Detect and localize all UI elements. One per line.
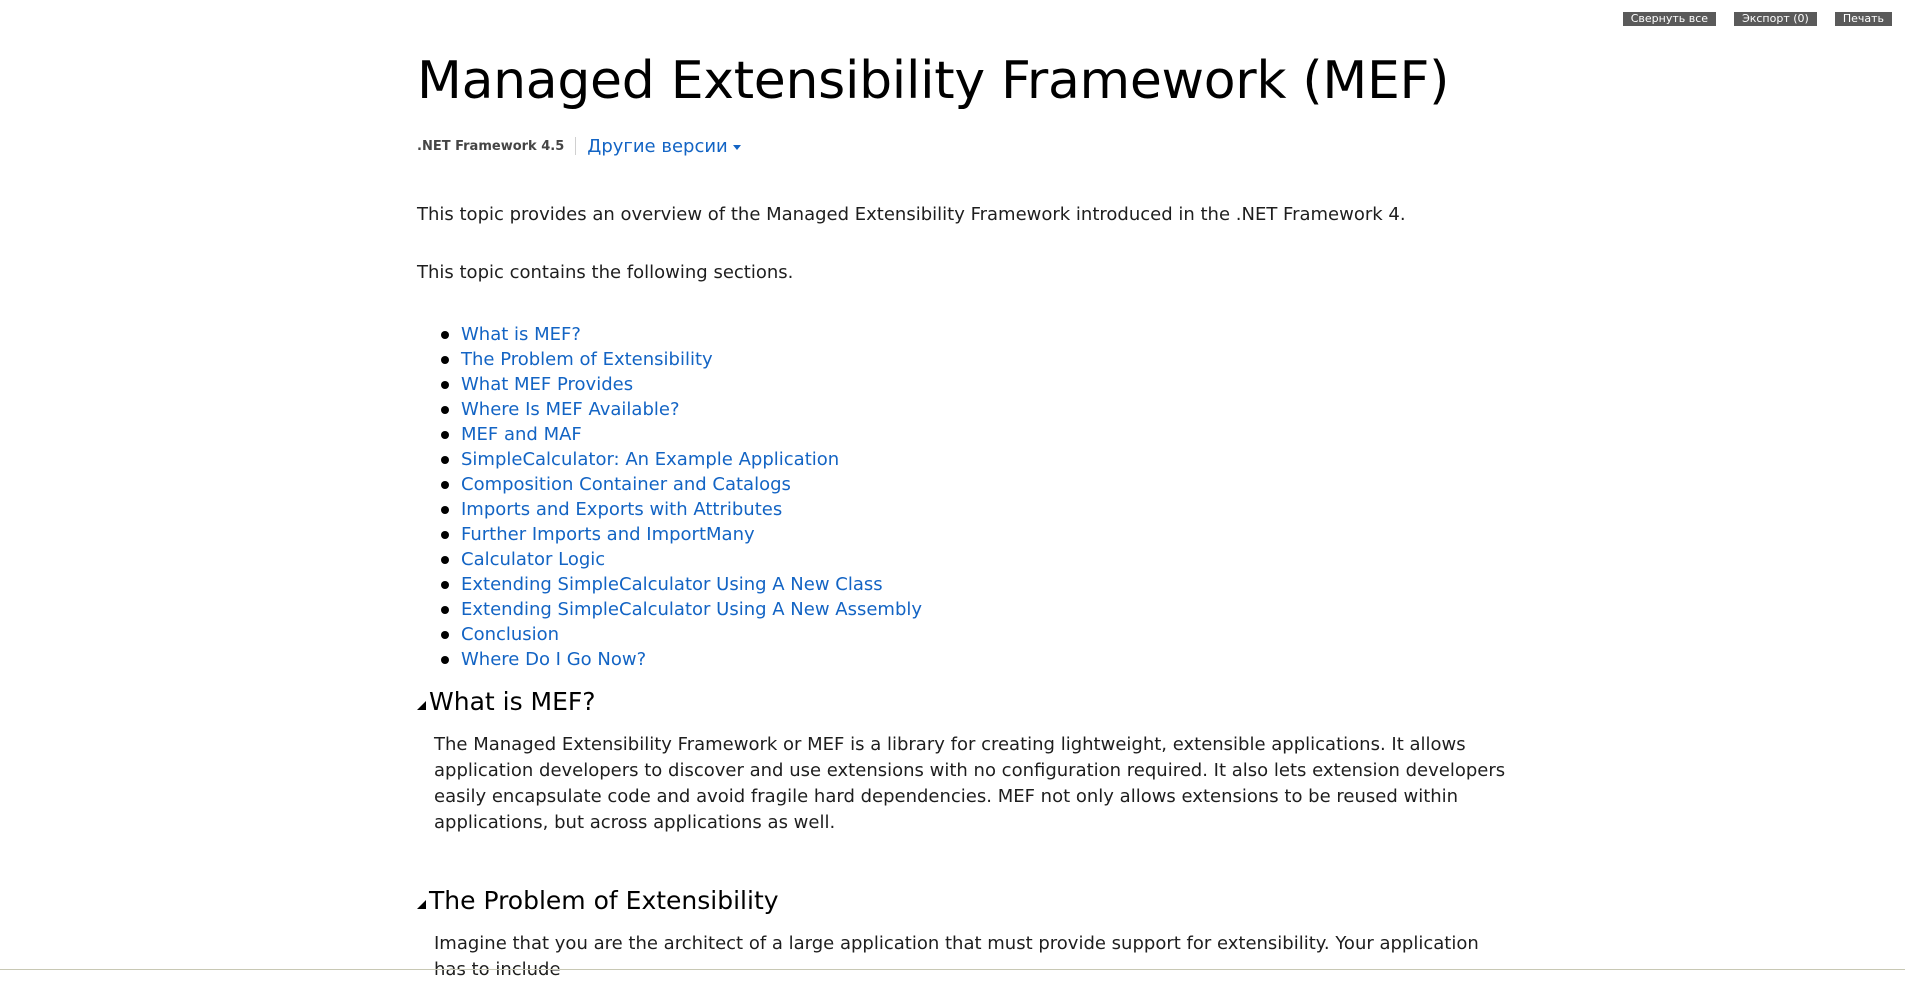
toc-link-problem-of-extensibility[interactable]: The Problem of Extensibility bbox=[461, 349, 713, 370]
section-heading-what-is-mef[interactable] bbox=[417, 686, 1507, 718]
toc-link-imports-exports[interactable]: Imports and Exports with Attributes bbox=[461, 499, 782, 520]
print-button[interactable]: Печать bbox=[1835, 12, 1892, 26]
toc-link-where-do-i-go-now[interactable]: Where Do I Go Now? bbox=[461, 649, 646, 670]
toc-item bbox=[441, 622, 1507, 647]
toc-link-calculator-logic[interactable]: Calculator Logic bbox=[461, 549, 605, 570]
section-heading-text: The Problem of Extensibility bbox=[429, 885, 779, 917]
intro-paragraph: This topic provides an overview of the Managed Extensibility Framework introduced in the .NET Framework 4. bbox=[417, 202, 1507, 228]
sections-intro: This topic contains the following sections. bbox=[417, 260, 1507, 286]
toc-item bbox=[441, 472, 1507, 497]
toc-link-where-is-mef-available[interactable]: Where Is MEF Available? bbox=[461, 399, 680, 420]
toc-item bbox=[441, 522, 1507, 547]
toc-item bbox=[441, 547, 1507, 572]
collapse-all-button[interactable]: Свернуть все bbox=[1623, 12, 1716, 26]
other-versions-label: Другие версии bbox=[587, 136, 728, 157]
toc-link-composition-container[interactable]: Composition Container and Catalogs bbox=[461, 474, 791, 495]
toc-item bbox=[441, 422, 1507, 447]
toc-item bbox=[441, 372, 1507, 397]
section-body-what-is-mef: The Managed Extensibility Framework or MEF is a library for creating lightweight, extensible applications. It allows application developers to discover and use extensions with no configuration required. It also lets extension developers easily encapsulate code and avoid fragile hard dependencies. MEF not only allows extensions to be reused within applications, but across applications as well. bbox=[434, 732, 1506, 836]
toc-item bbox=[441, 497, 1507, 522]
chevron-down-icon bbox=[733, 145, 741, 150]
main-content bbox=[417, 0, 1507, 983]
current-version-label: .NET Framework 4.5 bbox=[417, 139, 564, 154]
toc-item bbox=[441, 647, 1507, 672]
toc-link-what-is-mef[interactable]: What is MEF? bbox=[461, 324, 581, 345]
toc-link-what-mef-provides[interactable]: What MEF Provides bbox=[461, 374, 633, 395]
other-versions-dropdown[interactable] bbox=[587, 136, 741, 157]
toc-item bbox=[441, 397, 1507, 422]
table-of-contents bbox=[441, 322, 1507, 672]
collapse-triangle-icon bbox=[417, 900, 426, 909]
collapse-triangle-icon bbox=[417, 701, 426, 710]
toc-item bbox=[441, 572, 1507, 597]
section-heading-text: What is MEF? bbox=[429, 686, 596, 718]
toc-item bbox=[441, 447, 1507, 472]
page-title: Managed Extensibility Framework (MEF) bbox=[417, 51, 1507, 111]
section-body-problem-of-extensibility: Imagine that you are the architect of a large application that must provide support for extensibility. Your application has to include bbox=[434, 931, 1506, 983]
toc-link-conclusion[interactable]: Conclusion bbox=[461, 624, 559, 645]
toc-link-simplecalculator[interactable]: SimpleCalculator: An Example Application bbox=[461, 449, 839, 470]
section-heading-problem-of-extensibility[interactable] bbox=[417, 885, 1507, 917]
toc-item bbox=[441, 597, 1507, 622]
toc-link-extending-new-class[interactable]: Extending SimpleCalculator Using A New Class bbox=[461, 574, 883, 595]
toc-link-mef-and-maf[interactable]: MEF and MAF bbox=[461, 424, 582, 445]
version-divider bbox=[575, 137, 576, 155]
toc-link-further-imports[interactable]: Further Imports and ImportMany bbox=[461, 524, 755, 545]
toc-item bbox=[441, 347, 1507, 372]
toc-item bbox=[441, 322, 1507, 347]
version-bar bbox=[417, 134, 1507, 158]
top-toolbar bbox=[1623, 12, 1892, 26]
toc-link-extending-new-assembly[interactable]: Extending SimpleCalculator Using A New Assembly bbox=[461, 599, 922, 620]
export-button[interactable]: Экспорт (0) bbox=[1734, 12, 1817, 26]
